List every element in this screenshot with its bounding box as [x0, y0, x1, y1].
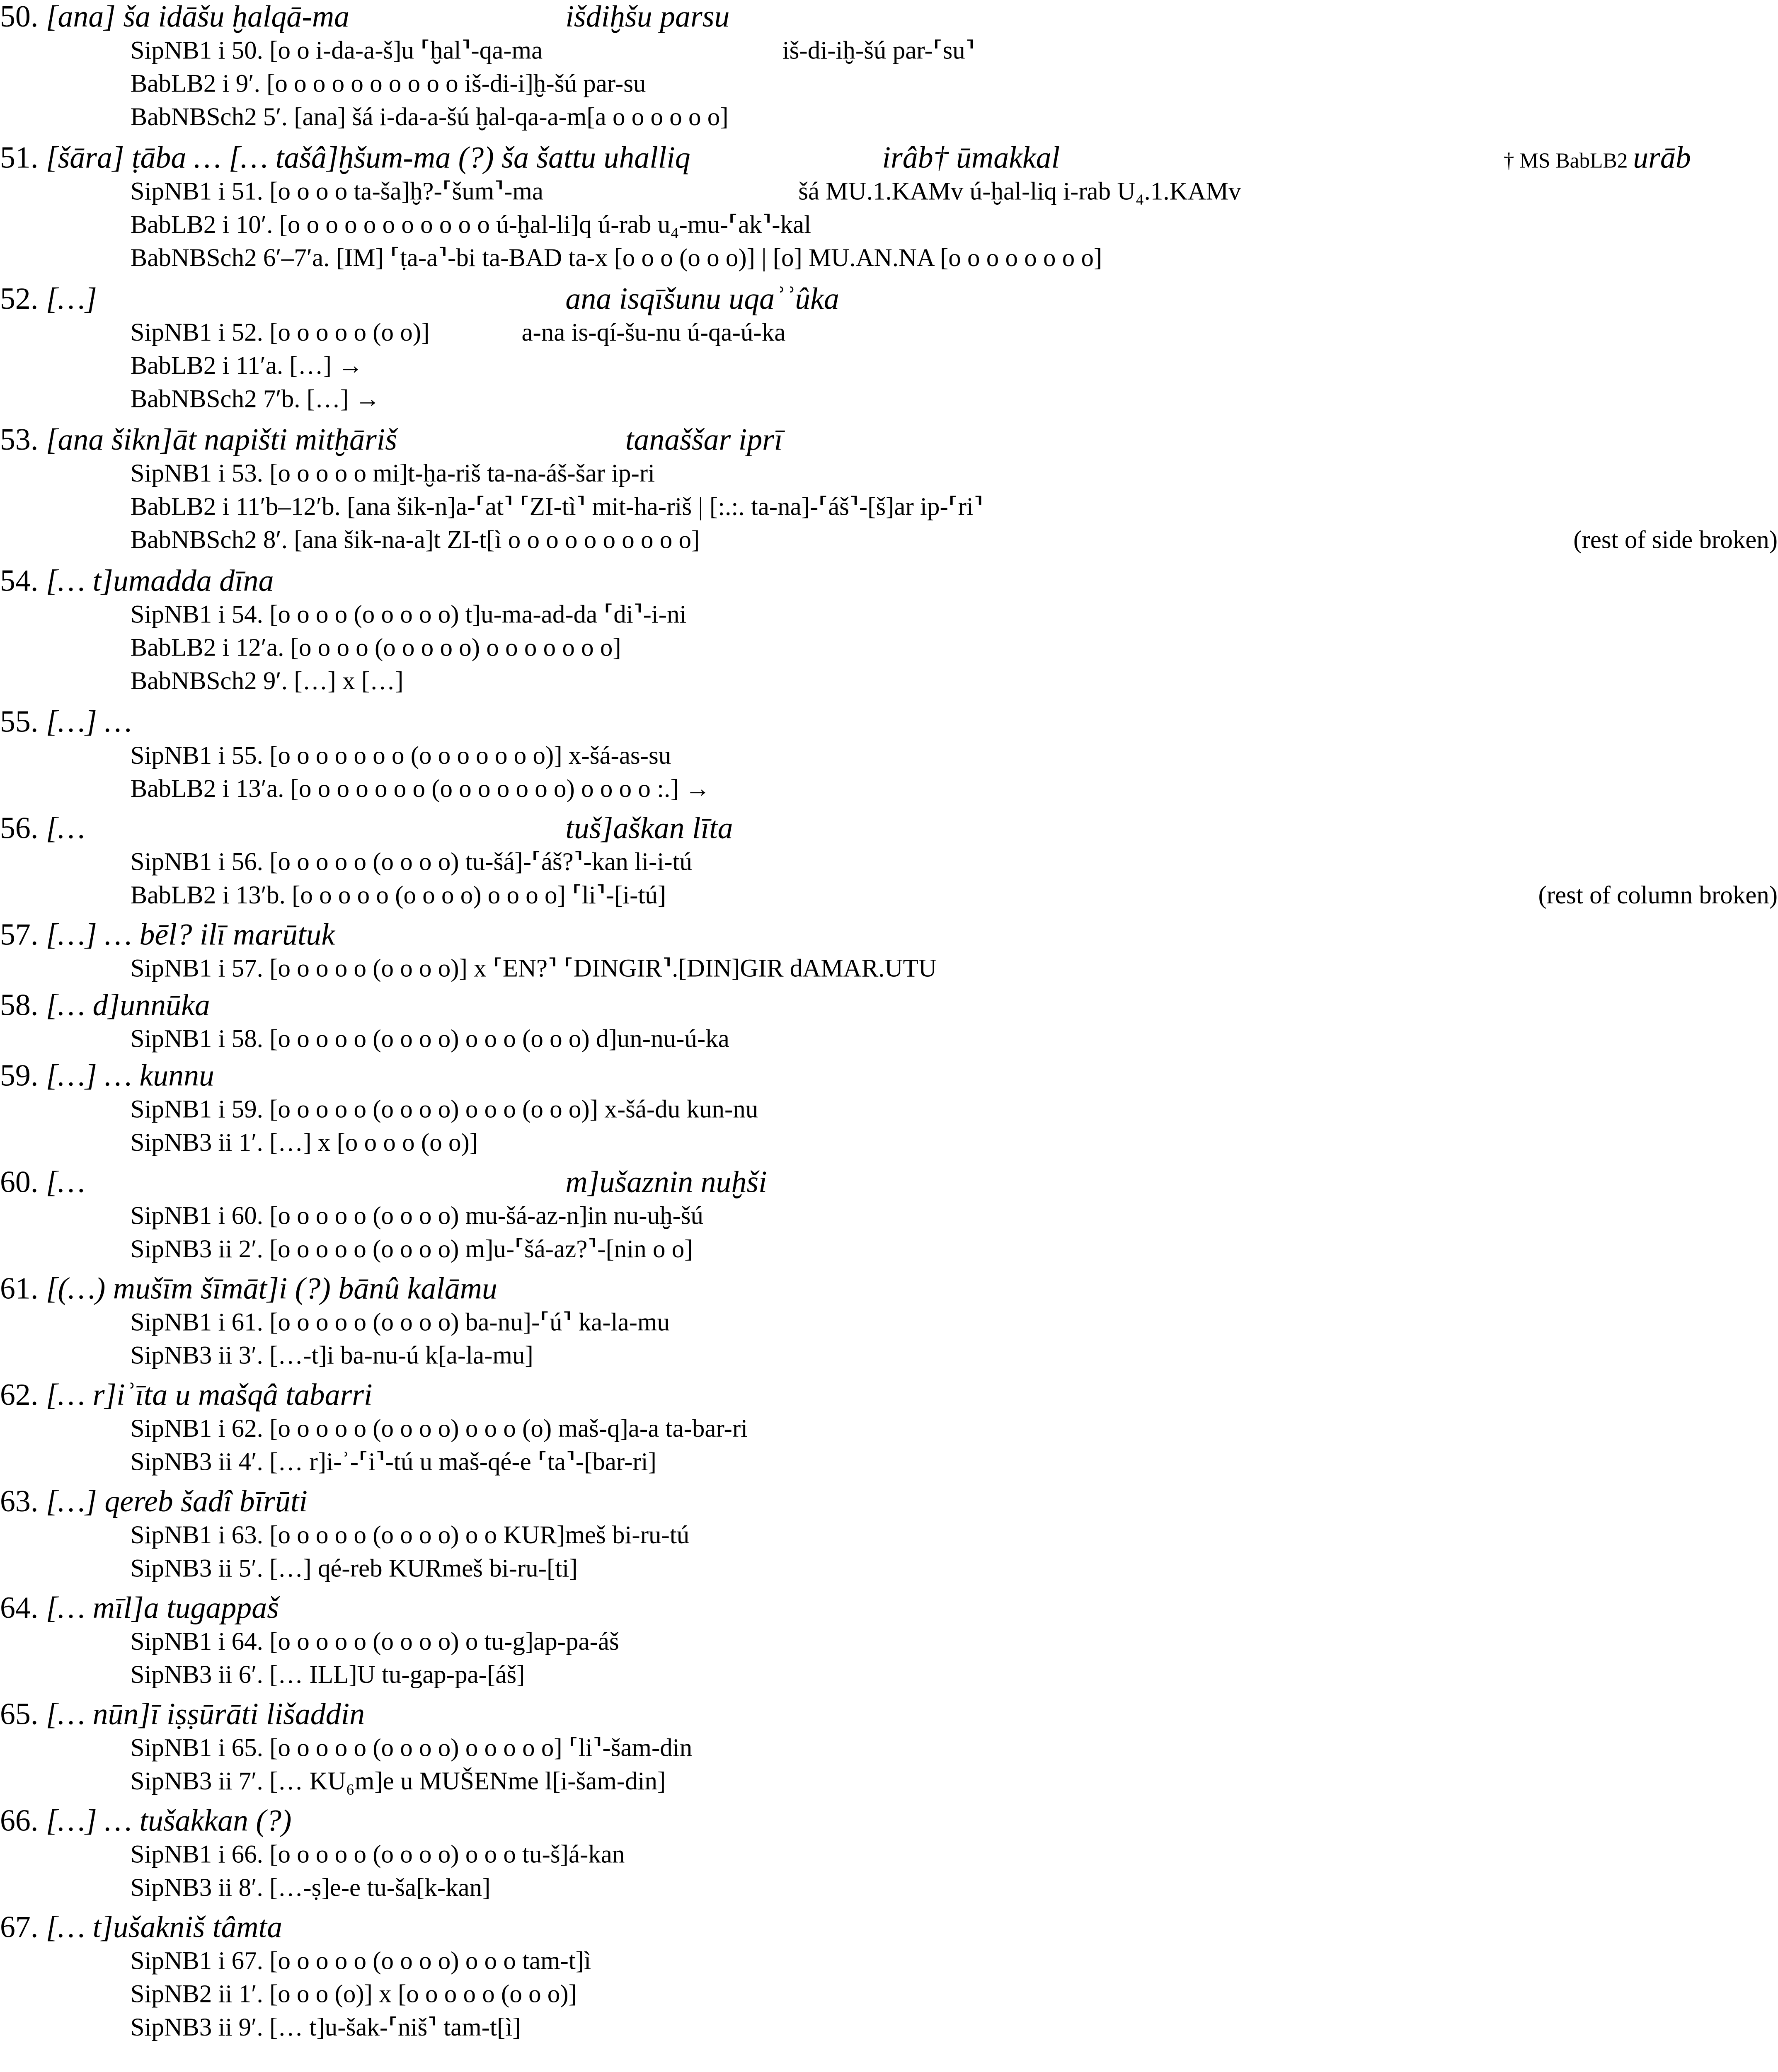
manuscript-witness-line: [0, 846, 1778, 879]
line-number: 54.: [0, 564, 39, 598]
entry-67: [0, 1910, 1778, 2045]
line-number: 52.: [0, 282, 39, 315]
manuscript-witness-line: [0, 524, 1778, 557]
transliteration-line: [0, 1272, 1778, 1306]
witness-transliteration: SipNB1 i 50. [o o i-da-a-š]u ⸢ḫal⸣-qa-ma: [130, 37, 543, 65]
witness-transliteration: BabLB2 i 13′b. [o o o o o (o o o o) o o o o] ⸢li⸣-[i-tú]: [130, 882, 666, 910]
entry-51: [0, 141, 1778, 275]
entry-63: [0, 1485, 1778, 1586]
manuscript-witness-line: [0, 1978, 1778, 2011]
witness-transliteration-second-half: šá MU.1.KAMv ú-ḫal-liq i-rab U₄.1.KAMv: [798, 178, 1241, 206]
manuscript-witness-line: [0, 599, 1778, 632]
line-text: [0, 1910, 282, 1945]
manuscript-witness-line: [0, 68, 1778, 101]
transliteration-line: [0, 141, 1778, 175]
line-number: 53.: [0, 423, 39, 457]
line-text: [0, 705, 132, 740]
manuscript-witness-line: [0, 1307, 1778, 1340]
manuscript-witness-line: [0, 242, 1778, 275]
line-normalization-second-half: ana isqīšunu uqaʾʾûka: [565, 282, 839, 315]
witness-transliteration: BabLB2 i 11′b–12′b. [ana šik-n]a-⸢at⸣ ⸢ZI-tì⸣ mit-ha-riš | [:.:. ta-na]-⸢áš⸣-[š]ar ip-⸢ri⸣: [130, 494, 983, 522]
witness-transliteration: BabNBSch2 6′–7′a. [IM] ⸢ṭa-a⸣-bi ta-BAD ta-x [o o o (o o o)] | [o] MU.AN.NA [o o o o o o o o]: [130, 244, 1102, 273]
line-normalization: […] …: [46, 705, 132, 738]
line-number: 56.: [0, 811, 39, 845]
transliteration-line: [0, 423, 1778, 457]
line-text: [0, 1272, 497, 1306]
transliteration-line: [0, 988, 1778, 1023]
witness-transliteration: BabLB2 i 12′a. [o o o o (o o o o o) o o o o o o o]: [130, 634, 621, 663]
transliteration-line: [0, 1804, 1778, 1838]
entry-65: [0, 1697, 1778, 1798]
transliteration-line: [0, 811, 1778, 846]
manuscript-witness-line: [0, 1127, 1778, 1160]
witness-transliteration: SipNB1 i 59. [o o o o o (o o o o) o o o (o o o)] x-šá-du kun-nu: [130, 1096, 758, 1124]
manuscript-witness-line: [0, 317, 1778, 350]
witness-transliteration: SipNB3 ii 5′. […] qé-reb KURmeš bi-ru-[ti]: [130, 1555, 578, 1583]
witness-transliteration: BabLB2 i 9′. [o o o o o o o o o o iš-di-i]ḫ-šú par-su: [130, 70, 646, 99]
line-text: [0, 1378, 373, 1413]
line-normalization-second-half: išdiḫšu parsu: [565, 0, 730, 34]
line-number: 59.: [0, 1059, 39, 1092]
witness-transliteration: SipNB3 ii 3′. […-t]i ba-nu-ú k[a-la-mu]: [130, 1342, 533, 1370]
witness-transliteration: SipNB1 i 57. [o o o o o (o o o o)] x ⸢EN?⸣ ⸢DINGIR⸣.[DIN]GIR dAMAR.UTU: [130, 955, 937, 983]
transliteration-line: [0, 918, 1778, 952]
witness-transliteration: BabLB2 i 10′. [o o o o o o o o o o o ú-ḫal-li]q ú-rab u₄-mu-⸢ak⸣-kal: [130, 211, 811, 240]
entry-61: [0, 1272, 1778, 1373]
line-text: [0, 0, 349, 34]
manuscript-witness-line: [0, 773, 1778, 806]
witness-transliteration: SipNB1 i 52. [o o o o o (o o)]: [130, 319, 430, 347]
witness-transliteration: SipNB3 ii 4′. [… r]i-ʾ-⸢i⸣-tú u maš-qé-e ⸢ta⸣-[bar-ri]: [130, 1449, 656, 1477]
transliteration-line: [0, 1378, 1778, 1413]
line-text: [0, 988, 210, 1023]
transliteration-line: [0, 1697, 1778, 1732]
manuscript-witness-line: [0, 457, 1778, 491]
footnote-label: † MS BabLB2: [1503, 150, 1628, 173]
manuscript-witness-line: [0, 1945, 1778, 1978]
line-number: 60.: [0, 1165, 39, 1199]
witness-transliteration: SipNB3 ii 9′. [… t]u-šak-⸢niš⸣ tam-t[ì]: [130, 2014, 521, 2042]
manuscript-witness-line: [0, 879, 1778, 913]
witness-transliteration-second-half: a-na is-qí-šu-nu ú-qa-ú-ka: [521, 319, 786, 347]
line-normalization: [… d]unnūka: [46, 988, 210, 1022]
manuscript-witness-line: [0, 1340, 1778, 1373]
witness-transliteration: SipNB1 i 66. [o o o o o (o o o o) o o o tu-š]á-kan: [130, 1841, 625, 1869]
line-normalization-second-half: tanaššar iprī: [625, 423, 783, 457]
witness-transliteration: SipNB1 i 55. [o o o o o o o (o o o o o o o)] x-šá-as-su: [130, 742, 671, 770]
line-normalization: [… mīl]a tugappaš: [46, 1591, 279, 1624]
entry-50: [0, 0, 1778, 134]
manuscript-witness-line: [0, 740, 1778, 773]
manuscript-witness-line: [0, 2011, 1778, 2045]
manuscript-witness-line: [0, 1446, 1778, 1479]
line-normalization: [(…) mušīm šīmāt]i (?) bānû kalāmu: [46, 1272, 497, 1305]
line-number: 57.: [0, 918, 39, 951]
line-normalization: [… r]iʾīta u mašqâ tabarri: [46, 1378, 373, 1412]
witness-transliteration: BabNBSch2 7′b. […] →: [130, 386, 380, 414]
witness-transliteration: SipNB1 i 54. [o o o o (o o o o o) t]u-ma-ad-da ⸢di⸣-i-ni: [130, 601, 687, 629]
transliteration-line: [0, 1059, 1778, 1093]
witness-transliteration: SipNB1 i 53. [o o o o o mi]t-ḫa-riš ta-na-áš-šar ip-ri: [130, 460, 655, 489]
line-number: 63.: [0, 1484, 39, 1518]
line-number: 66.: [0, 1804, 39, 1837]
line-normalization-second-half: irâb† ūmakkal: [882, 141, 1060, 174]
witness-transliteration: SipNB1 i 56. [o o o o o (o o o o) tu-šá]-⸢áš?⸣-kan li-i-tú: [130, 849, 693, 877]
entry-53: [0, 423, 1778, 557]
entry-66: [0, 1804, 1778, 1905]
line-number: 65.: [0, 1697, 39, 1731]
manuscript-witness-line: [0, 34, 1778, 68]
witness-transliteration: BabNBSch2 9′. […] x […]: [130, 668, 404, 696]
entry-59: [0, 1059, 1778, 1160]
manuscript-witness-line: [0, 1626, 1778, 1659]
witness-transliteration: SipNB1 i 51. [o o o o ta-ša]ḫ?-⸢šum⸣-ma: [130, 178, 543, 206]
manuscript-witness-line: [0, 1023, 1778, 1056]
line-normalization: [ana] ša idāšu ḫalqā-ma: [46, 0, 350, 34]
witness-transliteration: SipNB1 i 61. [o o o o o (o o o o) ba-nu]-⸢ú⸣ ka-la-mu: [130, 1309, 670, 1337]
manuscript-witness-line: [0, 1765, 1778, 1798]
manuscript-witness-line: [0, 953, 1778, 986]
line-normalization: [… t]ušakniš tâmta: [46, 1910, 283, 1944]
witness-transliteration: SipNB3 ii 8′. […-ṣ]e-e tu-ša[k-kan]: [130, 1874, 491, 1903]
transliteration-line: [0, 1165, 1778, 1200]
line-normalization: […: [46, 811, 85, 845]
manuscript-witness-line: [0, 1519, 1778, 1552]
witness-transliteration: SipNB3 ii 7′. [… KU₆m]e u MUŠENme l[i-šam-din]: [130, 1768, 666, 1796]
manuscript-witness-line: [0, 1732, 1778, 1765]
line-number: 62.: [0, 1378, 39, 1412]
line-text: [0, 1591, 279, 1626]
witness-transliteration: SipNB3 ii 6′. [… ILL]U tu-gap-pa-[áš]: [130, 1661, 525, 1690]
transliteration-line: [0, 282, 1778, 317]
entry-55: [0, 705, 1778, 806]
line-normalization: […] … bēl? ilī marūtuk: [46, 918, 335, 951]
witness-transliteration: SipNB1 i 64. [o o o o o (o o o o) o tu-g]ap-pa-áš: [130, 1628, 619, 1656]
line-text: [0, 1804, 292, 1838]
line-normalization: [ana šikn]āt napišti mitḫāriš: [46, 423, 397, 457]
entry-57: [0, 918, 1778, 986]
manuscript-witness-line: [0, 209, 1778, 242]
entry-56: [0, 811, 1778, 913]
line-text: [0, 1697, 365, 1732]
entry-54: [0, 564, 1778, 698]
witness-transliteration: BabLB2 i 11′a. […] →: [130, 352, 363, 381]
line-normalization: […] qereb šadî bīrūti: [46, 1484, 308, 1518]
witness-transliteration: BabLB2 i 13′a. [o o o o o o o (o o o o o o o) o o o o :.] →: [130, 775, 710, 804]
line-normalization: [… t]umadda dīna: [46, 564, 274, 598]
line-number: 64.: [0, 1591, 39, 1624]
manuscript-witness-line: [0, 632, 1778, 665]
line-normalization: […] … tušakkan (?): [46, 1804, 292, 1837]
line-text: [0, 141, 690, 175]
margin-note: (rest of side broken): [1573, 527, 1778, 555]
manuscript-witness-line: [0, 1094, 1778, 1127]
transliteration-line: [0, 564, 1778, 598]
entry-60: [0, 1165, 1778, 1266]
line-normalization: […] … kunnu: [46, 1059, 214, 1092]
witness-transliteration: SipNB1 i 65. [o o o o o (o o o o) o o o o o] ⸢li⸣-šam-din: [130, 1735, 693, 1763]
line-normalization-second-half: tuš]aškan līta: [565, 811, 733, 845]
witness-transliteration: SipNB1 i 63. [o o o o o (o o o o) o o KUR]meš bi-ru-tú: [130, 1522, 690, 1550]
line-normalization: [… nūn]ī iṣṣūrāti lišaddin: [46, 1697, 365, 1731]
witness-transliteration: BabNBSch2 8′. [ana šik-na-a]t ZI-t[ì o o o o o o o o o o]: [130, 527, 700, 555]
transliteration-line: [0, 1485, 1778, 1519]
line-normalization: […: [46, 1165, 85, 1199]
manuscript-witness-line: [0, 1872, 1778, 1905]
line-normalization: [šāra] ṭāba … [… tašâ]ḫšum-ma (?) ša šattu uhalliq: [46, 141, 690, 174]
witness-transliteration: SipNB1 i 60. [o o o o o (o o o o) mu-šá-az-n]in nu-uḫ-šú: [130, 1203, 704, 1231]
witness-transliteration: BabNBSch2 5′. [ana] šá i-da-a-šú ḫal-qa-a-m[a o o o o o o]: [130, 104, 729, 132]
entry-52: [0, 282, 1778, 416]
line-number: 58.: [0, 988, 39, 1022]
manuscript-witness-line: [0, 1233, 1778, 1266]
witness-transliteration: SipNB1 i 67. [o o o o o (o o o o) o o o tam-t]ì: [130, 1948, 591, 1976]
entry-62: [0, 1378, 1778, 1479]
witness-transliteration: SipNB3 ii 1′. […] x [o o o o (o o)]: [130, 1129, 478, 1158]
line-text: [0, 811, 85, 846]
witness-transliteration: SipNB2 ii 1′. [o o o (o)] x [o o o o o (o o o)]: [130, 1981, 577, 2009]
line-text: [0, 1059, 214, 1093]
line-number: 51.: [0, 141, 39, 174]
manuscript-witness-line: [0, 176, 1778, 209]
manuscript-witness-line: [0, 1413, 1778, 1446]
margin-note: (rest of column broken): [1538, 882, 1778, 910]
manuscript-witness-line: [0, 350, 1778, 383]
manuscript-witness-line: [0, 383, 1778, 416]
witness-transliteration: SipNB1 i 62. [o o o o o (o o o o) o o o (o) maš-q]a-a ta-bar-ri: [130, 1415, 748, 1444]
footnote-variant: urāb: [1633, 141, 1691, 174]
line-normalization-second-half: m]ušaznin nuḫši: [565, 1165, 767, 1199]
manuscript-witness-line: [0, 665, 1778, 698]
line-text: [0, 918, 335, 952]
footnote: [1504, 141, 1691, 179]
transliteration-line: [0, 0, 1778, 34]
line-number: 50.: [0, 0, 39, 34]
line-number: 67.: [0, 1910, 39, 1944]
manuscript-witness-line: [0, 491, 1778, 524]
entry-64: [0, 1591, 1778, 1692]
manuscript-witness-line: [0, 1839, 1778, 1872]
manuscript-witness-line: [0, 1659, 1778, 1692]
line-number: 61.: [0, 1272, 39, 1305]
witness-transliteration: SipNB3 ii 2′. [o o o o o (o o o o) m]u-⸢šá-az?⸣-[nin o o]: [130, 1236, 693, 1264]
line-text: [0, 423, 397, 457]
entry-58: [0, 988, 1778, 1056]
line-text: [0, 564, 274, 598]
line-text: [0, 282, 97, 317]
manuscript-witness-line: [0, 101, 1778, 134]
witness-transliteration-second-half: iš-di-iḫ-šú par-⸢su⸣: [782, 37, 975, 65]
line-text: [0, 1165, 85, 1200]
line-text: [0, 1485, 308, 1519]
witness-transliteration: SipNB1 i 58. [o o o o o (o o o o) o o o (o o o) d]un-nu-ú-ka: [130, 1026, 729, 1054]
line-number: 55.: [0, 705, 39, 738]
transliteration-line: [0, 1910, 1778, 1945]
transliteration-line: [0, 705, 1778, 740]
transliteration-line: [0, 1591, 1778, 1626]
manuscript-witness-line: [0, 1553, 1778, 1586]
line-normalization: […]: [46, 282, 97, 315]
manuscript-witness-line: [0, 1200, 1778, 1233]
